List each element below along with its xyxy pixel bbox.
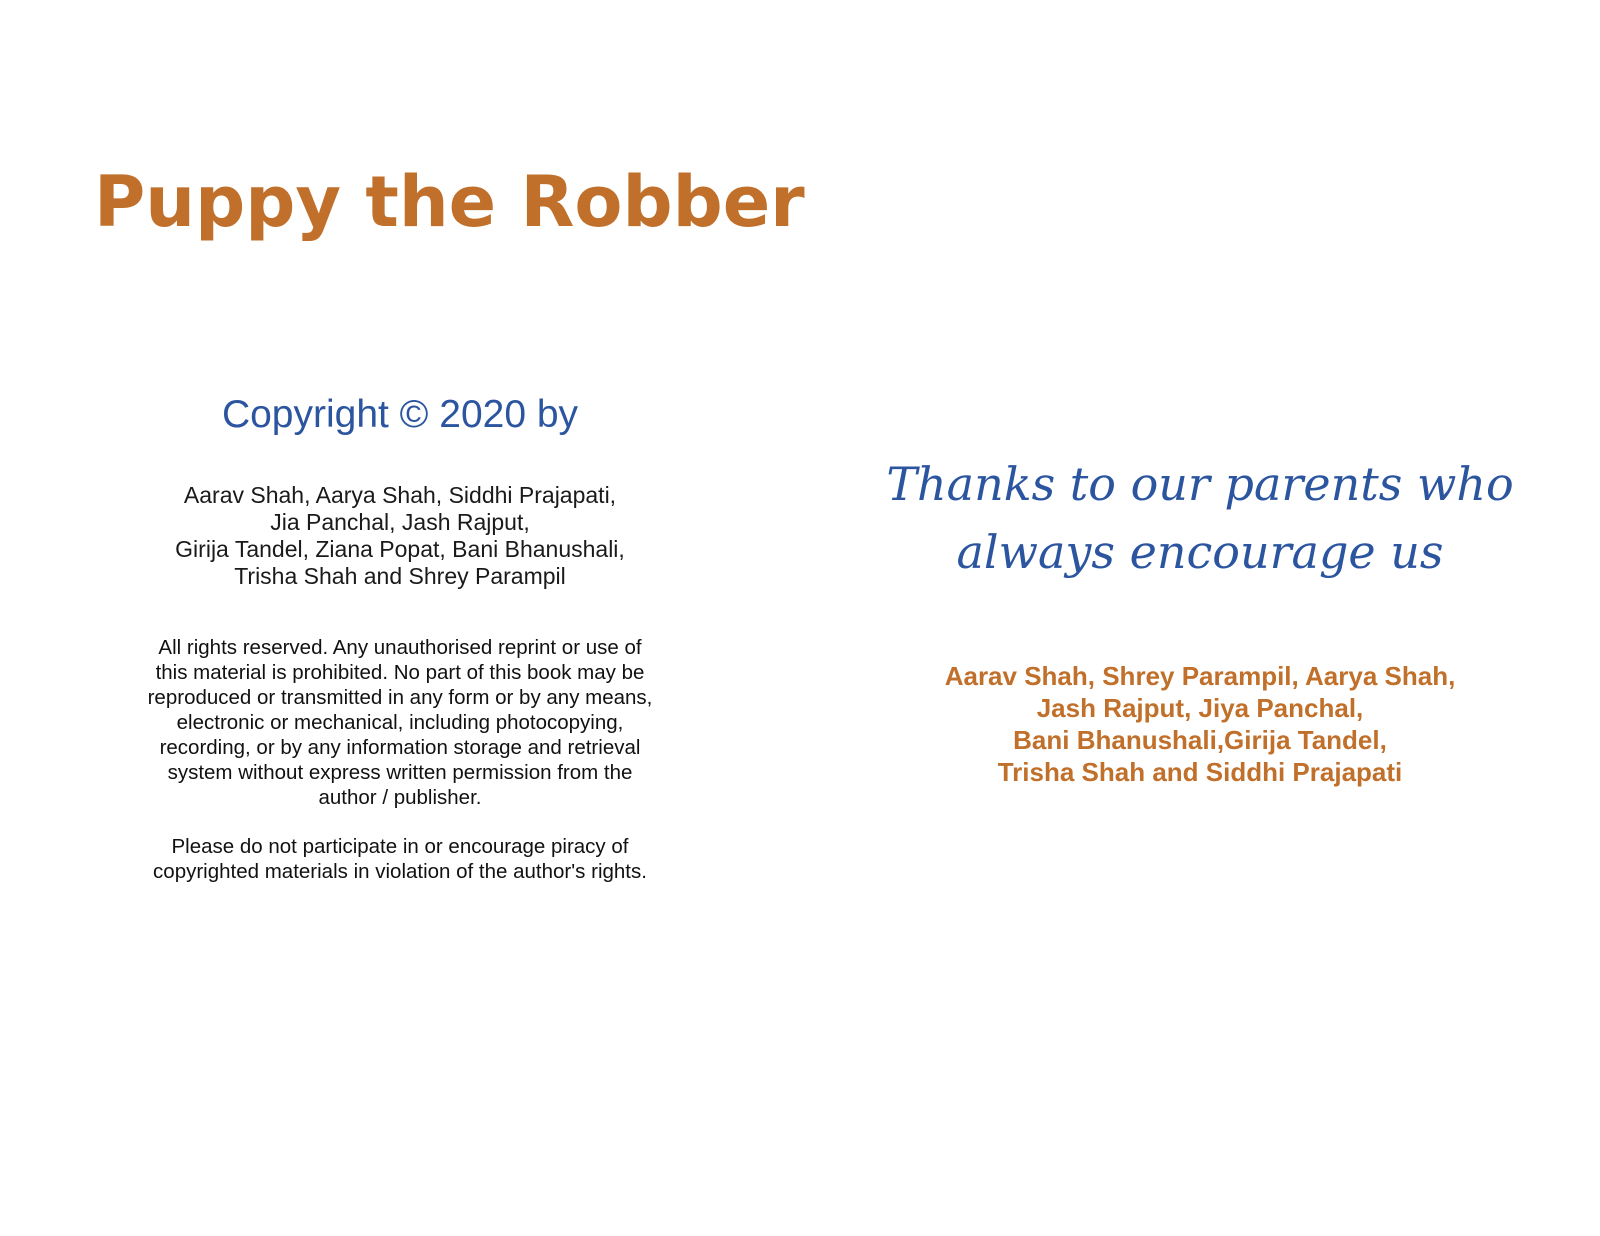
contributors-line: Trisha Shah and Siddhi Prajapati <box>997 757 1403 787</box>
rights-line: this material is prohibited. No part of this book may be <box>155 661 645 684</box>
rights-line: system without express written permission from the <box>167 761 633 784</box>
copyright-heading: Copyright © 2020 by <box>221 393 579 436</box>
book-title: Puppy the Robber <box>94 161 805 243</box>
piracy-notice <box>0 834 800 884</box>
rights-line: reproduced or transmitted in any form or by any means, <box>147 686 653 709</box>
contributors-line: Bani Bhanushali,Girija Tandel, <box>1013 725 1387 755</box>
rights-line: recording, or by any information storage and retrieval <box>159 736 641 759</box>
dedication <box>800 450 1600 586</box>
piracy-line: copyrighted materials in violation of the author's rights. <box>153 860 647 883</box>
rights-line: author / publisher. <box>318 786 482 809</box>
authors-line: Girija Tandel, Ziana Popat, Bani Bhanushali, <box>175 536 625 562</box>
rights-line: electronic or mechanical, including photocopying, <box>176 711 624 734</box>
contributors-line: Jash Rajput, Jiya Panchal, <box>1036 693 1364 723</box>
contributors-block <box>800 660 1600 788</box>
contributors-line: Aarav Shah, Shrey Parampil, Aarya Shah, <box>944 661 1456 691</box>
rights-notice <box>0 635 800 810</box>
authors-line: Jia Panchal, Jash Rajput, <box>270 509 530 535</box>
authors-line: Aarav Shah, Aarya Shah, Siddhi Prajapati, <box>183 482 617 508</box>
right-page <box>800 0 1600 1236</box>
piracy-line: Please do not participate in or encourage piracy of <box>171 835 629 858</box>
rights-line: All rights reserved. Any unauthorised reprint or use of <box>158 636 642 659</box>
dedication-line: Thanks to our parents who <box>886 457 1514 511</box>
authors-line: Trisha Shah and Shrey Parampil <box>234 563 566 589</box>
dedication-line: always encourage us <box>956 525 1444 579</box>
authors-block <box>0 482 800 590</box>
